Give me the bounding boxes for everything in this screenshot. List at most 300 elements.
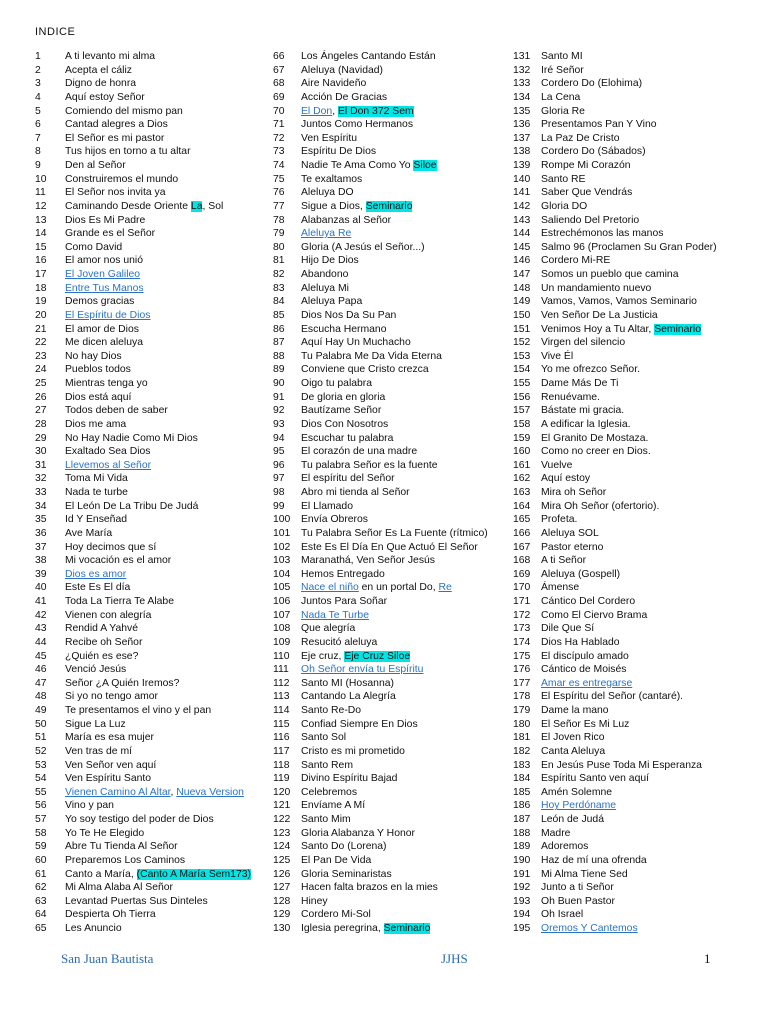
entry-number: 117 bbox=[273, 745, 290, 757]
index-entry bbox=[273, 145, 505, 159]
index-entry bbox=[513, 500, 748, 514]
entry-title: Maranathá, Ven Señor Jesús bbox=[301, 555, 436, 567]
entry-number: 192 bbox=[513, 882, 531, 894]
entry-title: Hacen falta brazos en la mies bbox=[301, 882, 438, 894]
index-entry bbox=[35, 527, 255, 541]
index-entry bbox=[513, 704, 748, 718]
entry-number: 22 bbox=[35, 337, 47, 349]
song-link[interactable]: Llevemos al Señor bbox=[65, 459, 152, 471]
entry-number: 57 bbox=[35, 814, 47, 825]
index-entry bbox=[513, 186, 748, 200]
index-entry bbox=[35, 854, 255, 868]
entry-number: 102 bbox=[273, 541, 291, 553]
index-entry bbox=[35, 295, 255, 309]
entry-number: 42 bbox=[35, 609, 47, 621]
entry-title: El Señor nos invita ya bbox=[65, 187, 166, 199]
entry-number: 80 bbox=[273, 241, 285, 253]
index-entry bbox=[273, 840, 505, 854]
index-entry bbox=[513, 799, 748, 813]
entry-number: 32 bbox=[35, 473, 47, 485]
entry-title: Aleluya (Navidad) bbox=[301, 64, 384, 76]
entry-title: Junto a ti Señor bbox=[541, 882, 614, 894]
entry-title: Construiremos el mundo bbox=[65, 173, 179, 185]
index-entry bbox=[35, 881, 255, 895]
index-entry bbox=[513, 336, 748, 350]
entry-number: 45 bbox=[35, 650, 47, 662]
index-entry bbox=[513, 772, 748, 786]
entry-title: Confiad Siempre En Dios bbox=[301, 718, 418, 730]
entry-number: 65 bbox=[35, 923, 47, 934]
entry-number: 51 bbox=[35, 732, 47, 744]
song-link[interactable]: Amar es entregarse bbox=[541, 677, 633, 689]
index-entry bbox=[273, 159, 505, 173]
entry-number: 62 bbox=[35, 882, 47, 894]
index-entry bbox=[35, 772, 255, 786]
song-link[interactable]: Entre Tus Manos bbox=[65, 282, 144, 294]
index-entry bbox=[273, 908, 505, 922]
index-entry bbox=[513, 350, 748, 364]
entry-number: 94 bbox=[273, 432, 285, 444]
entry-title bbox=[301, 200, 412, 214]
entry-number: 20 bbox=[35, 309, 47, 321]
entry-number: 103 bbox=[273, 555, 291, 567]
entry-title: Cordero Mi-RE bbox=[541, 255, 611, 267]
index-entry bbox=[35, 336, 255, 350]
entry-number: 79 bbox=[273, 228, 285, 240]
entry-title bbox=[301, 227, 351, 241]
entry-title-text: , Sol bbox=[202, 200, 224, 212]
index-entry bbox=[513, 813, 748, 827]
index-entry bbox=[35, 677, 255, 691]
entry-number: 81 bbox=[273, 255, 285, 267]
index-entry bbox=[273, 881, 505, 895]
index-entry bbox=[273, 731, 505, 745]
entry-title: El amor nos unió bbox=[65, 255, 143, 267]
index-entry bbox=[35, 513, 255, 527]
index-entry bbox=[35, 650, 255, 664]
index-entry bbox=[513, 731, 748, 745]
entry-number: 170 bbox=[513, 582, 531, 594]
index-entry bbox=[513, 145, 748, 159]
index-entry bbox=[513, 404, 748, 418]
entry-title: Santo MI bbox=[541, 51, 583, 62]
entry-title: Cantad alegres a Dios bbox=[65, 119, 168, 131]
index-entry bbox=[35, 105, 255, 119]
index-entry bbox=[35, 472, 255, 486]
entry-number: 136 bbox=[513, 119, 531, 131]
entry-title: Pueblos todos bbox=[65, 364, 131, 376]
index-entry bbox=[35, 445, 255, 459]
entry-number: 186 bbox=[513, 800, 531, 812]
entry-number: 43 bbox=[35, 623, 47, 635]
song-link[interactable]: Nueva Version bbox=[176, 786, 244, 798]
index-entry bbox=[273, 786, 505, 800]
entry-number: 14 bbox=[35, 228, 47, 240]
entry-number: 160 bbox=[513, 446, 531, 458]
entry-title: León de Judá bbox=[541, 814, 604, 825]
index-entry bbox=[273, 854, 505, 868]
highlighted-text: Siloe bbox=[413, 160, 437, 171]
song-link[interactable]: Nada Te Turbe bbox=[301, 609, 369, 621]
song-link[interactable]: El Joven Galileo bbox=[65, 269, 141, 280]
entry-number: 165 bbox=[513, 514, 531, 526]
entry-title: Señor ¿A Quién Iremos? bbox=[65, 677, 180, 689]
index-entry bbox=[273, 622, 505, 636]
entry-number: 71 bbox=[273, 119, 285, 131]
entry-title-text: , bbox=[170, 786, 177, 798]
song-link[interactable]: Dios es amor bbox=[65, 568, 127, 580]
index-entry bbox=[273, 118, 505, 132]
entry-number: 88 bbox=[273, 350, 285, 362]
entry-title-text: Sigue a Dios, bbox=[301, 200, 366, 212]
index-entry bbox=[35, 718, 255, 732]
index-entry bbox=[513, 908, 748, 922]
index-entry bbox=[513, 527, 748, 541]
entry-title: Gloria DO bbox=[541, 200, 588, 212]
index-entry bbox=[35, 840, 255, 854]
entry-number: 1 bbox=[35, 51, 41, 62]
index-entry bbox=[273, 404, 505, 418]
index-entry bbox=[513, 363, 748, 377]
song-link[interactable]: Oremos Y Cantemos bbox=[541, 923, 638, 934]
index-entry bbox=[35, 254, 255, 268]
entry-number: 142 bbox=[513, 200, 531, 212]
entry-number: 16 bbox=[35, 255, 47, 267]
entry-number: 24 bbox=[35, 364, 47, 376]
index-entry bbox=[513, 268, 748, 282]
entry-title: Hoy decimos que sí bbox=[65, 541, 157, 553]
entry-title: Aleluya SOL bbox=[541, 527, 599, 539]
highlighted-text: La bbox=[190, 200, 203, 212]
entry-number: 110 bbox=[273, 650, 290, 662]
entry-number: 193 bbox=[513, 895, 531, 907]
entry-title: Toda La Tierra Te Alabe bbox=[65, 596, 174, 607]
song-link[interactable]: Vienen Camino Al Altar bbox=[65, 786, 171, 798]
index-entry bbox=[35, 827, 255, 841]
index-entry bbox=[513, 173, 748, 187]
entry-number: 112 bbox=[273, 677, 290, 689]
entry-title: Cántico Del Cordero bbox=[541, 596, 636, 607]
entry-title-text: Caminando Desde Oriente bbox=[65, 200, 191, 212]
entry-number: 64 bbox=[35, 909, 47, 921]
entry-number: 188 bbox=[513, 827, 531, 839]
index-entry bbox=[35, 636, 255, 650]
entry-number: 106 bbox=[273, 596, 291, 607]
index-entry bbox=[513, 663, 748, 677]
entry-title: Divino Espíritu Bajad bbox=[301, 773, 398, 785]
entry-title bbox=[541, 677, 632, 691]
index-entry bbox=[35, 663, 255, 677]
entry-number: 108 bbox=[273, 623, 291, 635]
highlighted-text: Seminario bbox=[383, 923, 431, 934]
index-entry bbox=[273, 772, 505, 786]
song-link[interactable]: Re bbox=[438, 582, 452, 594]
entry-title: Tus hijos en torno a tu altar bbox=[65, 146, 191, 158]
entry-number: 148 bbox=[513, 282, 531, 294]
index-entry bbox=[273, 377, 505, 391]
index-entry bbox=[273, 718, 505, 732]
entry-number: 19 bbox=[35, 296, 47, 308]
entry-title bbox=[65, 786, 244, 800]
entry-title: Santo RE bbox=[541, 173, 586, 185]
entry-title: Ámense bbox=[541, 582, 580, 594]
index-entry bbox=[35, 323, 255, 337]
entry-title-text: Iglesia peregrina, bbox=[301, 923, 384, 934]
index-entry bbox=[35, 609, 255, 623]
entry-title: Todos deben de saber bbox=[65, 405, 168, 417]
entry-title: Celebremos bbox=[301, 786, 358, 798]
entry-title: Aleluya DO bbox=[301, 187, 354, 199]
index-entry bbox=[35, 145, 255, 159]
entry-title bbox=[65, 268, 140, 282]
entry-number: 6 bbox=[35, 119, 41, 131]
index-entry bbox=[513, 513, 748, 527]
entry-title: Gloria Seminaristas bbox=[301, 868, 392, 880]
entry-number: 150 bbox=[513, 309, 531, 321]
entry-title: El amor de Dios bbox=[65, 323, 139, 335]
index-entry bbox=[513, 418, 748, 432]
entry-title: Aquí Hay Un Muchacho bbox=[301, 337, 411, 349]
index-entry bbox=[273, 500, 505, 514]
entry-title: Hiney bbox=[301, 895, 328, 907]
entry-title: Dios está aquí bbox=[65, 391, 132, 403]
entry-number: 144 bbox=[513, 228, 531, 240]
entry-number: 75 bbox=[273, 173, 285, 185]
entry-number: 140 bbox=[513, 173, 531, 185]
index-entry bbox=[35, 268, 255, 282]
entry-title: Aquí estoy bbox=[541, 473, 591, 485]
index-entry bbox=[513, 622, 748, 636]
entry-title bbox=[301, 650, 410, 664]
entry-title: Digno de honra bbox=[65, 78, 137, 90]
entry-title: Renuévame. bbox=[541, 391, 600, 403]
entry-title: Me dicen aleluya bbox=[65, 337, 143, 349]
entry-number: 54 bbox=[35, 773, 47, 785]
entry-title: Ave María bbox=[65, 527, 113, 539]
index-entry bbox=[513, 445, 748, 459]
index-entry bbox=[513, 132, 748, 146]
song-link[interactable]: El Espíritu de Dios bbox=[65, 309, 151, 321]
index-entry bbox=[273, 363, 505, 377]
index-entry bbox=[35, 91, 255, 105]
entry-title: Oh Buen Pastor bbox=[541, 895, 615, 907]
entry-title: Hemos Entregado bbox=[301, 568, 385, 580]
index-entry bbox=[513, 745, 748, 759]
entry-title: Cordero Do (Sábados) bbox=[541, 146, 646, 158]
entry-number: 130 bbox=[273, 923, 291, 934]
entry-title: Yo soy testigo del poder de Dios bbox=[65, 814, 214, 825]
entry-number: 85 bbox=[273, 309, 285, 321]
index-column-2 bbox=[273, 50, 505, 936]
entry-title: Santo MI (Hosanna) bbox=[301, 677, 394, 689]
entry-title: Aleluya Papa bbox=[301, 296, 363, 308]
entry-number: 25 bbox=[35, 378, 47, 389]
index-entry bbox=[273, 64, 505, 78]
entry-number: 115 bbox=[273, 718, 290, 730]
entry-title: Haz de mí una ofrenda bbox=[541, 854, 647, 866]
entry-title: Rendid A Yahvé bbox=[65, 623, 138, 635]
song-link[interactable]: El Don bbox=[301, 105, 333, 117]
index-entry bbox=[273, 704, 505, 718]
entry-title: Saliendo Del Pretorio bbox=[541, 214, 640, 226]
entry-number: 121 bbox=[273, 800, 291, 812]
entry-number: 124 bbox=[273, 841, 291, 853]
entry-number: 2 bbox=[35, 64, 41, 76]
entry-number: 111 bbox=[273, 664, 289, 676]
entry-title: Aleluya (Gospell) bbox=[541, 568, 621, 580]
index-entry bbox=[35, 363, 255, 377]
entry-number: 101 bbox=[273, 527, 291, 539]
entry-title: Este Es El Día En Que Actuó El Señor bbox=[301, 541, 478, 553]
entry-title bbox=[65, 568, 126, 582]
entry-title: Envía Obreros bbox=[301, 514, 368, 526]
entry-title: Aquí estoy Señor bbox=[65, 91, 145, 103]
index-entry bbox=[35, 799, 255, 813]
entry-title: Den al Señor bbox=[65, 160, 126, 171]
entry-number: 97 bbox=[273, 473, 285, 485]
entry-number: 84 bbox=[273, 296, 285, 308]
entry-number: 132 bbox=[513, 64, 531, 76]
index-entry bbox=[35, 173, 255, 187]
entry-title: Venció Jesús bbox=[65, 664, 127, 676]
entry-title: Espíritu De Dios bbox=[301, 146, 377, 158]
index-entry bbox=[35, 581, 255, 595]
index-entry bbox=[273, 472, 505, 486]
entry-title bbox=[65, 200, 223, 214]
index-entry bbox=[35, 118, 255, 132]
index-entry bbox=[273, 827, 505, 841]
entry-title: El Joven Rico bbox=[541, 732, 605, 744]
index-entry bbox=[35, 132, 255, 146]
entry-number: 134 bbox=[513, 91, 531, 103]
entry-title: Mientras tenga yo bbox=[65, 378, 148, 389]
entry-number: 189 bbox=[513, 841, 531, 853]
entry-title bbox=[65, 459, 151, 473]
index-entry bbox=[273, 432, 505, 446]
entry-number: 33 bbox=[35, 487, 47, 498]
entry-title: Amén Solemne bbox=[541, 786, 613, 798]
entry-title: Ven Señor De La Justicia bbox=[541, 309, 658, 321]
entry-title: Espíritu Santo ven aquí bbox=[541, 773, 650, 785]
entry-number: 125 bbox=[273, 854, 291, 866]
index-entry bbox=[35, 309, 255, 323]
song-link[interactable]: Oh Señor envía tu Espíritu bbox=[301, 664, 424, 676]
entry-number: 10 bbox=[35, 173, 47, 185]
entry-number: 162 bbox=[513, 473, 531, 485]
entry-number: 15 bbox=[35, 241, 47, 253]
index-entry bbox=[513, 827, 748, 841]
index-entry bbox=[35, 554, 255, 568]
index-entry bbox=[35, 377, 255, 391]
index-entry bbox=[273, 554, 505, 568]
index-entry bbox=[273, 282, 505, 296]
entry-title: Estrechémonos las manos bbox=[541, 228, 664, 240]
index-entry bbox=[513, 295, 748, 309]
entry-title: Alabanzas al Señor bbox=[301, 214, 392, 226]
index-entry bbox=[513, 581, 748, 595]
entry-title: Gloria (A Jesús el Señor...) bbox=[301, 241, 425, 253]
entry-number: 38 bbox=[35, 555, 47, 567]
entry-title: A ti Señor bbox=[541, 555, 587, 567]
entry-title: Juntos Para Soñar bbox=[301, 596, 388, 607]
entry-number: 60 bbox=[35, 854, 47, 866]
entry-title: Acción De Gracias bbox=[301, 91, 388, 103]
index-entry bbox=[35, 77, 255, 91]
song-link[interactable]: Nace el niño bbox=[301, 582, 359, 594]
index-entry bbox=[273, 486, 505, 500]
entry-number: 151 bbox=[513, 323, 531, 335]
entry-number: 63 bbox=[35, 895, 47, 907]
index-entry bbox=[35, 759, 255, 773]
entry-number: 28 bbox=[35, 418, 47, 430]
highlighted-text: Seminario bbox=[654, 323, 701, 335]
index-entry bbox=[513, 786, 748, 800]
entry-title: El corazón de una madre bbox=[301, 446, 418, 458]
entry-number: 4 bbox=[35, 91, 41, 103]
index-entry bbox=[513, 77, 748, 91]
entry-number: 114 bbox=[273, 705, 290, 716]
highlighted-text: Eje Cruz Siloe bbox=[344, 650, 411, 662]
highlighted-text: El Don 372 Sem bbox=[337, 105, 414, 117]
entry-number: 185 bbox=[513, 786, 531, 798]
entry-number: 155 bbox=[513, 378, 531, 389]
index-entry bbox=[513, 309, 748, 323]
index-entry bbox=[35, 432, 255, 446]
index-entry bbox=[513, 881, 748, 895]
entry-title: ¿Quién es ese? bbox=[65, 650, 139, 662]
index-entry bbox=[273, 459, 505, 473]
index-entry bbox=[35, 895, 255, 909]
entry-title: Cántico de Moisés bbox=[541, 664, 627, 676]
entry-number: 167 bbox=[513, 541, 531, 553]
entry-title: Cantando La Alegría bbox=[301, 691, 396, 703]
entry-number: 74 bbox=[273, 160, 285, 171]
entry-number: 100 bbox=[273, 514, 291, 526]
entry-number: 157 bbox=[513, 405, 531, 417]
entry-title: Como David bbox=[65, 241, 123, 253]
entry-title: El Señor Es Mi Luz bbox=[541, 718, 630, 730]
index-entry bbox=[513, 391, 748, 405]
entry-number: 174 bbox=[513, 636, 531, 648]
entry-title: Dios me ama bbox=[65, 418, 127, 430]
entry-title: Un mandamiento nuevo bbox=[541, 282, 652, 294]
entry-number: 120 bbox=[273, 786, 291, 798]
entry-number: 41 bbox=[35, 596, 47, 607]
index-entry bbox=[513, 609, 748, 623]
entry-number: 18 bbox=[35, 282, 47, 294]
entry-number: 37 bbox=[35, 541, 47, 553]
song-link[interactable]: Hoy Perdóname bbox=[541, 800, 617, 812]
index-entry bbox=[513, 91, 748, 105]
entry-number: 73 bbox=[273, 146, 285, 158]
entry-number: 66 bbox=[273, 51, 285, 62]
entry-number: 82 bbox=[273, 269, 285, 280]
entry-number: 56 bbox=[35, 800, 47, 812]
index-entry bbox=[273, 513, 505, 527]
entry-title: Canta Aleluya bbox=[541, 745, 606, 757]
entry-title bbox=[301, 581, 452, 595]
entry-title-text: Venimos Hoy a Tu Altar, bbox=[541, 323, 655, 335]
index-entry bbox=[273, 745, 505, 759]
index-entry bbox=[513, 595, 748, 609]
song-link[interactable]: Aleluya Re bbox=[301, 228, 352, 240]
entry-title: Cristo es mi prometido bbox=[301, 745, 405, 757]
entry-number: 168 bbox=[513, 555, 531, 567]
entry-number: 171 bbox=[513, 596, 531, 607]
entry-number: 89 bbox=[273, 364, 285, 376]
entry-title: Como no creer en Dios. bbox=[541, 446, 651, 458]
entry-number: 31 bbox=[35, 459, 47, 471]
